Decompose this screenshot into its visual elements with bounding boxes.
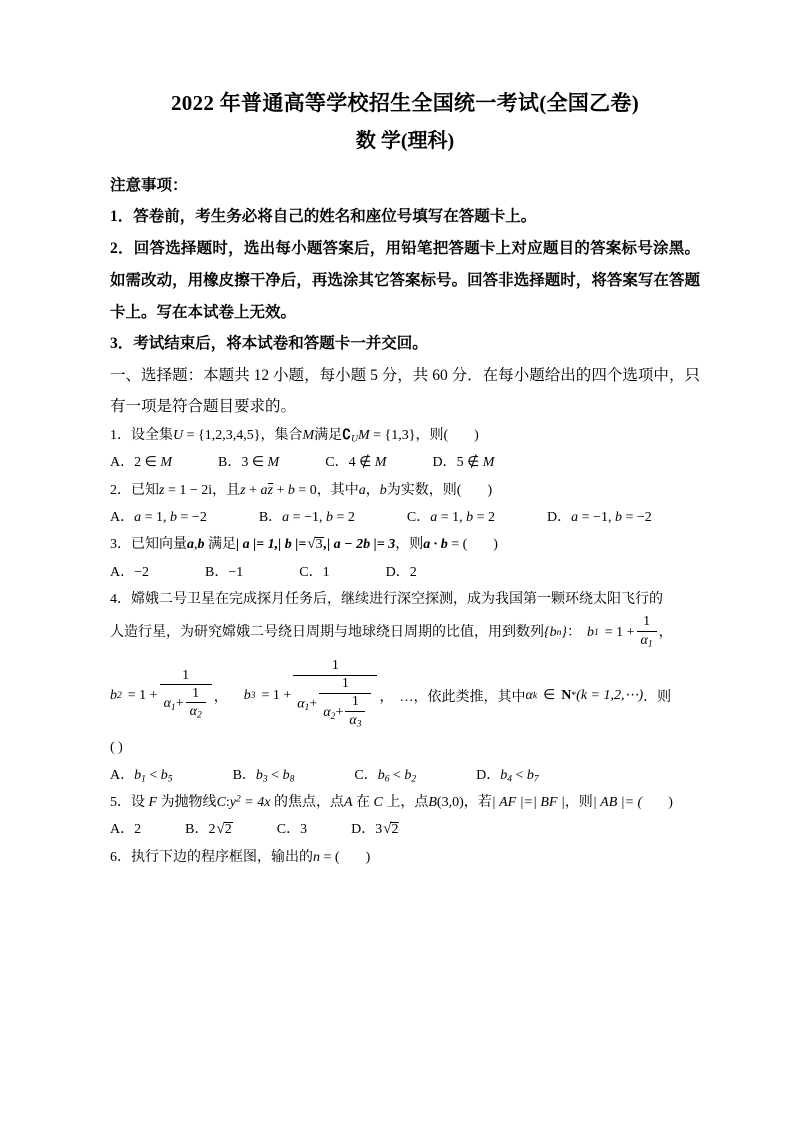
q3-abs-a: | a |= 1, [236, 537, 279, 553]
q2-stem-close: ) [487, 482, 493, 498]
q2-var-b: b [379, 482, 387, 498]
q4-option-c[interactable]: C．$b_6 < b_2$ [354, 767, 417, 785]
question-4-line1 [110, 586, 700, 613]
q1-stem-mid: ，集合 [260, 428, 303, 444]
notice-item-1: 1．答卷前，考生务必将自己的姓名和座位号填写在答题卡上。 [110, 208, 537, 226]
q2-option-d[interactable]: D．a = −1, b = −2 [547, 509, 652, 525]
question-1 [110, 422, 700, 449]
q1-option-c[interactable]: C．4 ∉ M [325, 455, 387, 471]
q4-b2-lhs: b [110, 687, 117, 703]
question-2: 2．已知z = 1 − 2i，且z + az + b = 0，其中a，b为实数，则( ) [110, 482, 493, 498]
q1-stem-close: ) [474, 428, 479, 444]
question-1-options [110, 449, 700, 476]
q3-option-b[interactable]: B．−1 [205, 564, 244, 580]
q3-stem-close: ) [493, 537, 498, 553]
q3-abs-ab: ,| a − 2b |= 3 [323, 537, 396, 553]
q3-number: 3． [110, 537, 131, 553]
q4-line2-pre: 人造行星，为研究嫦娥二号绕日周期与地球绕日周期的比值，用到数列 [110, 624, 544, 640]
q2-stem-prefix: 已知 [131, 482, 159, 498]
question-3-options [110, 559, 700, 586]
q3-abs-b: | b |= [278, 537, 307, 553]
q1-stem-mid2: 满足 [314, 428, 343, 444]
question-6: 6．执行下边的程序框图，输出的n = ( ) [110, 849, 371, 865]
q5-option-a[interactable]: A．2 [110, 822, 142, 838]
question-5-options [110, 816, 700, 843]
q4-b3-fraction: 1 $\alpha_1+$ 1 $\alpha_2+$ $\frac{1}{\alpha_3}$ [293, 658, 377, 731]
q1-number: 1． [110, 428, 131, 444]
q5-option-b[interactable]: B．2 √ 2 [185, 816, 233, 843]
q2-eq-a: a [260, 482, 268, 498]
q1-complement-val: = {1,3} [373, 428, 416, 444]
page-title: 2022 年普通高等学校招生全国统一考试(全国乙卷) [170, 91, 640, 115]
q2-eq-plus2: + [276, 482, 285, 498]
page-content [110, 88, 700, 871]
question-3: 3．已知向量a,b 满足| a |= 1,| b |= √ 3,| a − 2b |= 3，则a · b = ( ) [110, 531, 700, 558]
question-4-options [110, 762, 700, 789]
q1-complement-sub: U [351, 434, 358, 445]
q2-var-z: z [159, 482, 165, 498]
q6-var-n: n [313, 849, 320, 865]
q3-option-d[interactable]: D．2 [385, 564, 417, 580]
q5-var-F: F [148, 795, 158, 811]
q4-natural-set: N [561, 687, 572, 703]
q1-option-a[interactable]: A．2 ∈ M [110, 455, 172, 471]
q2-eq-zero: = 0 [298, 482, 317, 498]
q2-stem-where: ，其中 [316, 482, 359, 498]
q1-complement-var: M [357, 428, 370, 444]
q5-var-C: C [216, 795, 226, 811]
notice-item-2: 2．回答选择题时，选出每小题答案后，用铅笔把答题卡上对应题目的答案标号涂黑。如需改动，用橡皮擦干净后，再选涂其它答案标号。回答非选择题时，将答案写在答题卡上。写在本试卷上无效。 [110, 240, 700, 321]
q4-b1-lhs: b [586, 624, 594, 640]
q1-option-d[interactable]: D．5 ∉ M [432, 455, 495, 471]
q4-number: 4． [110, 591, 131, 607]
q4-option-b[interactable]: B．$b_3 < b_8$ [232, 767, 295, 785]
q2-eq-z: z [240, 482, 246, 498]
q2-z-eq: = 1 − 2i [167, 482, 213, 498]
q2-conjugate-z: z [267, 482, 273, 498]
q1-stem-tail: ，则( [415, 428, 449, 444]
q4-ellipsis: …， [399, 689, 428, 705]
q6-stem: 执行下边的程序框图，输出的 [131, 849, 313, 865]
q2-eq-plus: + [249, 482, 257, 498]
question-2-options [110, 504, 700, 531]
q5-option-c[interactable]: C．3 [276, 822, 308, 838]
section-heading-choice: 一、选择题：本题共 12 小题，每小题 5 分，共 60 分．在每小题给出的四个选项中，只有一项是符合题目要求的。 [110, 367, 700, 416]
q1-var-U: U [173, 428, 184, 444]
q5-number: 5． [110, 795, 131, 811]
q6-number: 6． [110, 849, 131, 865]
q2-number: 2． [110, 482, 131, 498]
q4-b1-fraction: $\frac{1}{\alpha_1}$ [637, 614, 657, 650]
question-4-line2: 人造行星，为研究嫦娥二号绕日周期与地球绕日周期的比值，用到数列 {b n } ： b 1 = 1 + $\frac{1}{\alpha_1}$ ， [110, 614, 673, 650]
q4-b3-lhs: b [243, 687, 251, 703]
q1-stem-prefix: 设全集 [131, 428, 173, 444]
q5-option-d[interactable]: D．3 √ 2 [351, 816, 399, 843]
notice-heading: 注意事项： [110, 176, 188, 194]
q1-option-b[interactable]: B．3 ∈ M [218, 455, 280, 471]
q3-option-a[interactable]: A．−2 [110, 564, 150, 580]
q2-var-a: a [358, 482, 366, 498]
q3-stem-prefix: 已知向量 [131, 537, 187, 553]
notice-item-3: 3．考试结束后，将本试卷和答题卡一并交回。 [110, 335, 428, 353]
q4-b2-fraction: 1 $\alpha_1+$ $\frac{1}{\alpha_2}$ [160, 668, 212, 723]
q5-abs-ab: | AB |= ( [592, 795, 643, 811]
q3-vector-a: a [187, 537, 194, 553]
q4-option-a[interactable]: A．$b_1 < b_5$ [110, 767, 173, 785]
q3-stem-eq: = ( [451, 537, 468, 553]
q4-tail-text: 依此类推，其中 [427, 689, 526, 705]
q3-vector-b: b [197, 537, 205, 553]
q3-stem-then: ，则 [395, 537, 424, 553]
q5-eq-4x: = 4x [244, 795, 271, 811]
q3-sqrt3: √ 3 [307, 531, 323, 558]
q1-var-M: M [302, 428, 315, 444]
q2-option-c[interactable]: C．a = 1, b = 2 [406, 509, 496, 525]
q1-set-U: = {1,2,3,4,5} [186, 428, 261, 444]
q4-option-d[interactable]: D．$b_4 < b_7$ [476, 767, 539, 785]
q4-line1-text: 嫦娥二号卫星在完成探月任务后，继续进行深空探测，成为我国第一颗环绕太阳飞行的 [131, 591, 663, 607]
q3-stem-satisfy: 满足 [208, 537, 236, 553]
q2-option-b[interactable]: B．a = −1, b = 2 [258, 509, 355, 525]
question-4-formulas: b 2 = 1 + 1 $\alpha_1+$ $\frac{1}{\alpha_2}$ ， b 3 = 1 + 1 $\alpha_1+$ 1 $\alpha_2+$ $\frac{1}{\alpha_3}$ ， …， 依此类推，其中 α k ∈ N * (k = 1,2,⋯) ．则 [110, 659, 700, 732]
complement-icon: ∁ [342, 428, 352, 444]
q2-eq-b: b [287, 482, 295, 498]
q3-option-c[interactable]: C．1 [299, 564, 330, 580]
q2-stem-and: ，且 [212, 482, 241, 498]
q4-seq-name: {b [544, 624, 557, 640]
page-subtitle: 数 学(理科) [355, 129, 455, 152]
question-5: 5．设 F 为抛物线$C:y^2 = 4x$ 的焦点，点A 在 C 上，点B(3,0)，若| AF |=| BF |，则| AB |= ( ) [110, 794, 673, 811]
q4-answer-blank[interactable]: ( ) [110, 740, 123, 756]
question-4-blank [110, 734, 700, 761]
q3-dot-product: a · b [423, 537, 448, 553]
q2-option-a[interactable]: A．a = 1, b = −2 [110, 509, 207, 525]
q2-stem-real: 为实数，则( [386, 482, 462, 498]
q5-abs-af-bf: | AF |=| BF | [491, 795, 565, 811]
